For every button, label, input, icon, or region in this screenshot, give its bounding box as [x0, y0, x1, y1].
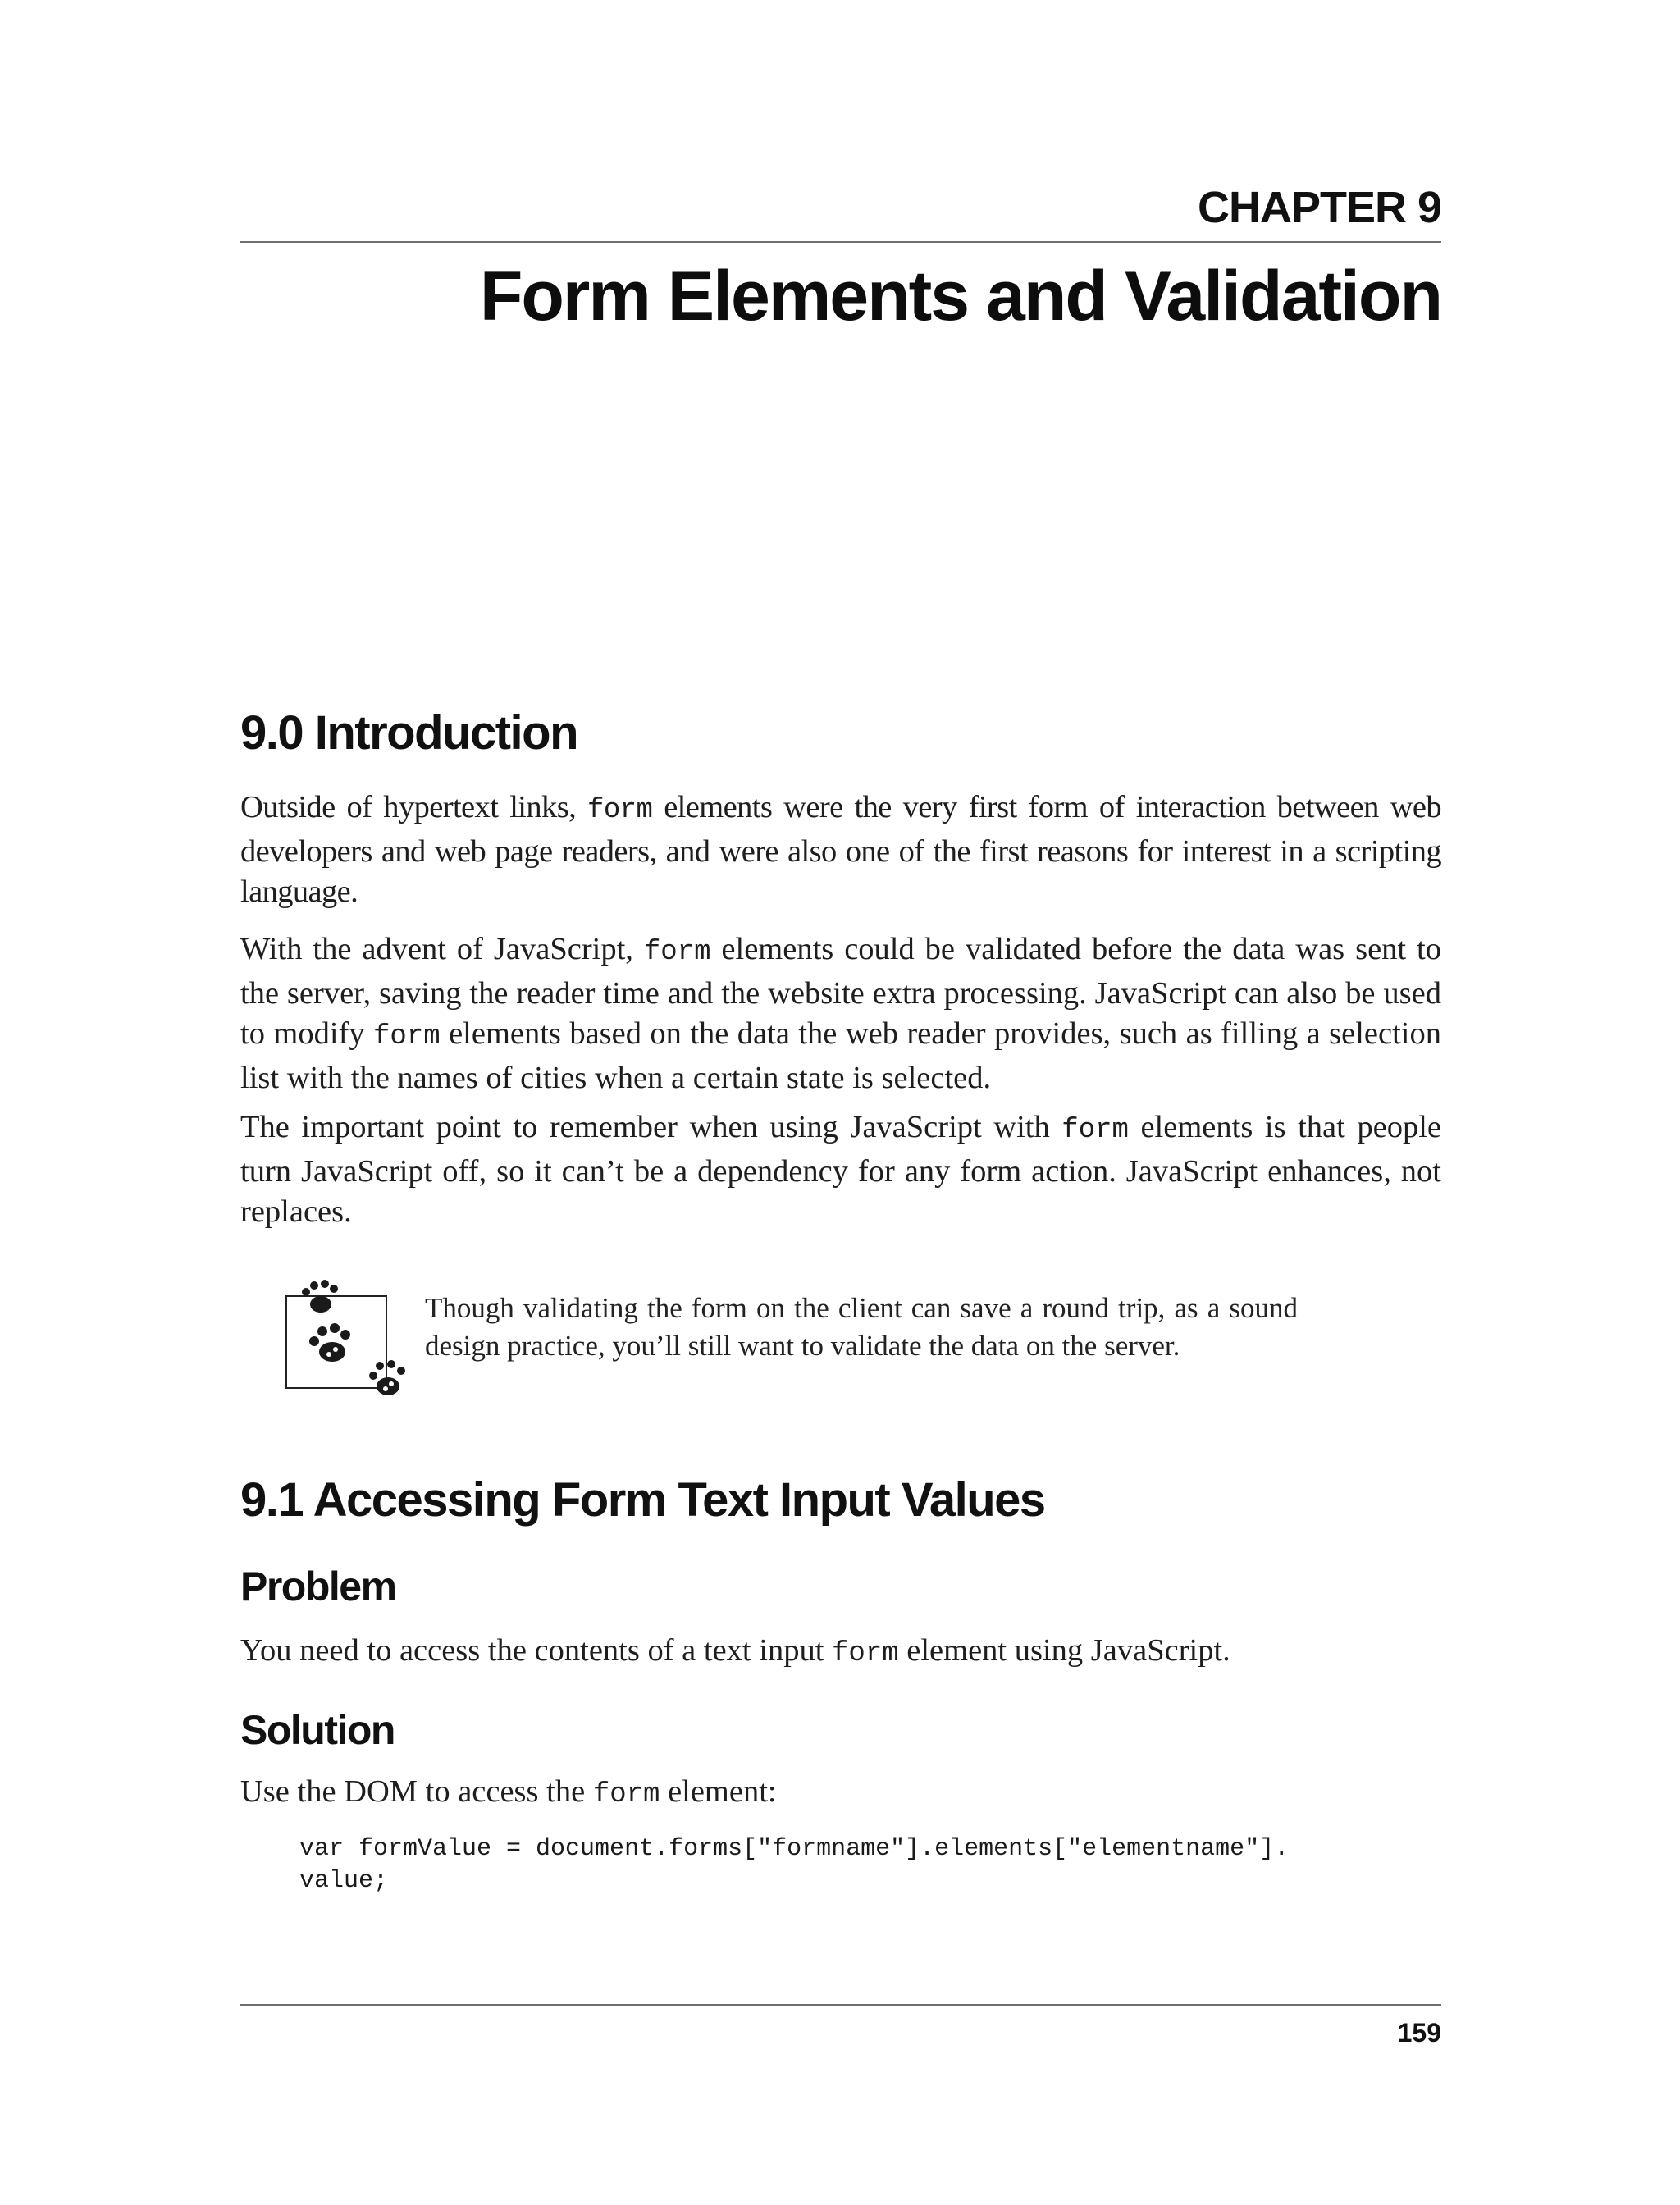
solution-heading: Solution — [240, 1707, 395, 1753]
inline-code: form — [592, 1779, 660, 1810]
chapter-label: CHAPTER 9 — [1197, 183, 1441, 232]
page-number: 159 — [1397, 2018, 1441, 2048]
inline-code: form — [373, 1021, 441, 1052]
intro-paragraph-2: With the advent of JavaScript, form elements could be validated before the data was sent to the server, saving the reader time and the website extra processing. JavaScript can also be used to modify form elements based on the data the web reader provides, such as filling a selection list with the names of cities when a certain state is selected. — [240, 932, 1441, 1095]
section-heading-introduction: 9.0 Introduction — [240, 706, 578, 760]
inline-code: form — [643, 937, 711, 968]
intro-paragraph-1: Outside of hypertext links, form elements were the very first form of interaction between web developers and web page readers, and were also one of the first reasons for interest in a scripting language. — [240, 790, 1441, 909]
problem-paragraph: You need to access the contents of a text input form element using JavaScript. — [240, 1633, 1230, 1669]
section-heading-9-1: 9.1 Accessing Form Text Input Values — [240, 1473, 1045, 1527]
paw-prints-tip-icon — [281, 1267, 421, 1411]
inline-code: form — [587, 795, 653, 826]
problem-heading: Problem — [240, 1564, 396, 1609]
footer-rule — [240, 2004, 1441, 2006]
tip-note: Though validating the form on the client can save a round trip, as a sound design practice, you’ll still want to validate the data on the server. — [425, 1292, 1298, 1362]
intro-paragraph-3: The important point to remember when using JavaScript with form elements is that people turn JavaScript off, so it can’t be a dependency for any form action. JavaScript enhances, not replaces. — [240, 1110, 1441, 1229]
inline-code: form — [832, 1638, 899, 1669]
chapter-rule — [240, 241, 1441, 243]
chapter-title: Form Elements and Validation — [479, 257, 1441, 336]
solution-paragraph: Use the DOM to access the form element: — [240, 1774, 777, 1810]
code-block: var formValue = document.forms["formname"].elements["elementname"]. value; — [299, 1835, 1290, 1895]
inline-code: form — [1061, 1115, 1129, 1146]
